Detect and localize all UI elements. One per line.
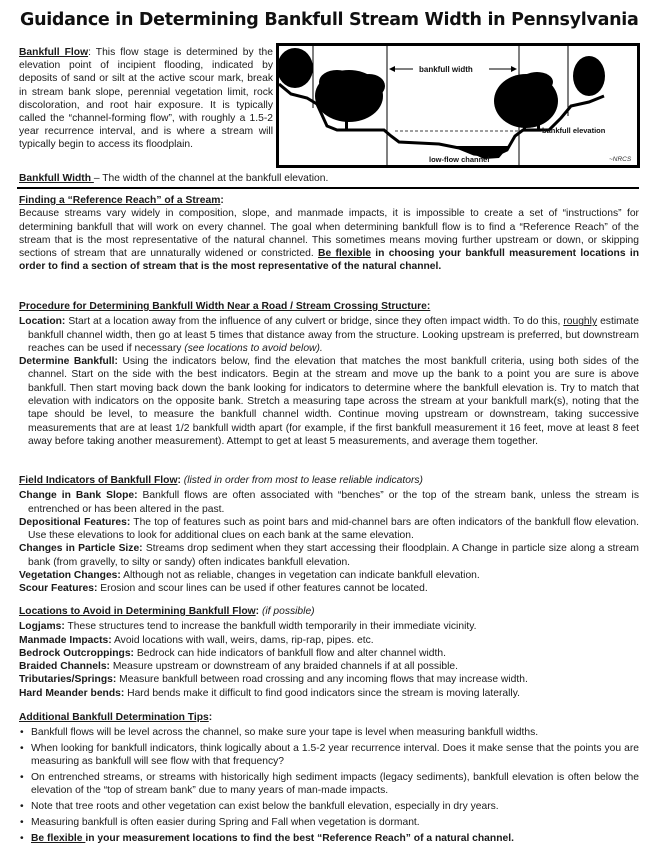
avoid-label: Hard Meander bends: (19, 687, 125, 699)
determine-bankfull-text: Using the indicators below, find the elevation that matches the most bankfull criteria, using both sides of the channel. Start on the side with the best indicators. Begin at the stream and move up the bank to a point you are sure is above bankfull. Then start moving back down the bank looking for indicators to determine where the bankfull elevation is. Try to match that elevation with indicators on the opposite bank. Stretch a measuring tape across the stream at your bankfull mark(s), noting that the tape should be level, to measure the bankfull channel width. Continue moving upstream or downstream, taking successive measurements that are at least 1/2 bankfull width apart (for example, if the first bankfull measurement it 16 feet, move at least 8 feet away before taking another measurement). Attempt to get at least 5 measurements, and average them together. (28, 356, 639, 447)
indicator-text: Erosion and scour lines can be used if other features cannot be located. (97, 583, 428, 595)
avoid-item (19, 687, 639, 700)
location-text: Start at a location away from the influence of any culvert or bridge, since they often impact width. To do this, (65, 316, 564, 328)
bankfull-flow-definition: : This flow stage is determined by the elevation point of incipient flooding, indicated by deposits of sand or silt at the active scour mark, break in stream bank slope, perennial vegetation limit, rock discoloration, and root hair exposure. It is typically called the “channel-forming flow”, with roughly a 1.5-2 year recurrence interval, and is where a stream will typically begin to access its floodplain. (19, 47, 273, 151)
avoid-text: Measure bankfull between road crossing and any incoming flows that may increase width. (116, 674, 528, 686)
locations-to-avoid-section (19, 605, 639, 700)
location-note: (see locations to avoid below). (184, 342, 323, 354)
bankfull-flow-term: Bankfull Flow (19, 47, 89, 58)
stream-cross-section-diagram (279, 46, 637, 165)
tip-item (19, 832, 639, 845)
indicator-text: Bankfull flows are often associated with “benches” or the top of the stream bank, unless the stream is entrenched or has been altered in the past. (28, 490, 639, 515)
reference-reach-heading: Finding a “Reference Reach” of a Stream (19, 195, 221, 206)
avoid-text: Measure upstream or downstream of any braided channels if at all possible. (109, 661, 458, 673)
avoid-text: Hard bends make it difficult to find good indicators since the stream is moving laterally. (124, 687, 520, 699)
indicator-item (19, 582, 639, 595)
avoid-item (19, 647, 639, 660)
heading-colon: : (177, 475, 181, 486)
avoid-label: Logjams: (19, 621, 65, 633)
tip-item: • On entrenched streams, or streams with historically high sediment impacts (legacy sediments), bankfull elevation is often below the elevation of the “top of stream bank” due to many years of man-made impacts. (19, 771, 639, 798)
procedure-location (19, 315, 639, 355)
indicator-label: Changes in Particle Size: (19, 543, 143, 555)
indicator-item (19, 569, 639, 582)
avoid-item (19, 634, 639, 647)
page-title: Guidance in Determining Bankfull Stream Width in Pennsylvania (20, 10, 639, 30)
avoid-label: Tributaries/Springs: (19, 674, 117, 686)
indicator-text: The top of features such as point bars and mid-channel bars are often indicators of the bankfull flow elevation. Use these elevations to look for additional clues on each bank at the same elevation. (28, 516, 639, 542)
indicator-label: Scour Features: (19, 583, 98, 595)
avoid-item (19, 620, 639, 633)
indicator-label: Vegetation Changes: (19, 570, 121, 582)
avoid-text: These structures tend to increase the bankfull width temporarily in their immediate vicinity. (64, 621, 477, 633)
tip-item: • When looking for bankfull indicators, think logically about a 1.5-2 year recurrence interval. Does it make sense that the points you are measuring as bankfull will see flow with that frequency? (19, 742, 639, 769)
tips-heading: Additional Bankfull Determination Tips (19, 712, 209, 723)
be-flexible-emphasis: Be flexible (318, 248, 371, 260)
avoid-text: Bedrock can hide indicators of bankfull flow and alter channel width. (134, 647, 446, 659)
indicator-text: Streams drop sediment when they start accessing their floodplain. A Change in particle size along a stream bank (from gravelly, to silty or sandy) often indicates bankfull elevation. (28, 543, 640, 568)
section-divider (17, 187, 639, 189)
determine-bankfull-label: Determine Bankfull: (19, 356, 118, 368)
indicator-item (19, 516, 639, 543)
avoid-item (19, 660, 639, 673)
avoid-label: Bedrock Outcroppings: (19, 647, 134, 659)
heading-colon: : (208, 712, 213, 723)
indicator-text: Although not as reliable, changes in vegetation can indicate bankfull elevation. (120, 570, 480, 582)
procedure-section (19, 300, 639, 448)
tree-icon (279, 48, 605, 130)
reference-reach-body (19, 207, 639, 273)
tip-emphasis-text: in your measurement locations to find the best “Reference Reach” of a natural channel. (85, 832, 514, 844)
avoid-label: Manmade Impacts: (19, 634, 112, 646)
intro-bankfull-width (19, 172, 619, 185)
heading-colon: : (255, 606, 260, 617)
procedure-heading: Procedure for Determining Bankfull Width Near a Road / Stream Crossing Structure: (19, 301, 431, 312)
low-flow-channel-label: low-flow channel (429, 155, 490, 164)
indicator-item (19, 542, 639, 569)
avoid-item (19, 673, 639, 686)
tips-section (19, 711, 639, 848)
bankfull-width-label: bankfull width (419, 65, 473, 74)
figure-credit: ~NRCS (609, 156, 632, 163)
reference-reach-emphasis: in choosing your bankfull measurement locations in order to find a section of stream that is the most representative of the natural channel. (19, 248, 639, 273)
tip-item: • Bankfull flows will be level across the channel, so make sure your tape is level when measuring bankfull widths. (19, 726, 639, 739)
avoid-label: Braided Channels: (19, 661, 110, 673)
indicator-item (19, 489, 639, 516)
field-indicators-heading: Field Indicators of Bankfull Flow (19, 475, 178, 486)
avoid-text: Avoid locations with wall, weirs, dams, rip-rap, pipes. etc. (111, 634, 374, 646)
tip-item: • Note that tree roots and other vegetation can exist below the bankfull elevation, especially in dry years. (19, 800, 639, 813)
field-indicators-section (19, 474, 639, 596)
location-label: Location: (19, 316, 66, 328)
indicator-label: Depositional Features: (19, 516, 131, 528)
heading-colon: : (220, 195, 224, 206)
reference-reach-text: Because streams vary widely in composition, slope, and manmade impacts, it is impossible to create a set of “instructions” for determining bankfull that will work on every channel. The goal when determining bankfull flow is to find a “Reference Reach” of the stream that is the most representative of the natural channel. This sometimes means moving further upstream or down, or skipping sections of stream that are unnaturally widened or constricted. (19, 208, 639, 260)
bankfull-width-definition: – The width of the channel at the bankfull elevation. (93, 173, 329, 184)
bankfull-elevation-label: bankfull elevation (542, 126, 606, 135)
tips-list (19, 726, 639, 845)
reference-reach-section (19, 194, 639, 274)
location-text-continued: estimate bankfull channel width, then go at least 5 times that distance away from the structure. Looking upstream is preferred, but downstream reaches can be used if necessary (28, 316, 639, 354)
locations-to-avoid-heading: Locations to Avoid in Determining Bankfull Flow (19, 606, 256, 617)
roughly-emphasis: roughly (563, 316, 598, 328)
be-flexible-emphasis: Be flexible (31, 832, 86, 844)
indicator-label: Change in Bank Slope: (19, 490, 138, 502)
intro-bankfull-flow (19, 46, 273, 152)
locations-to-avoid-note: (if possible) (259, 606, 315, 617)
bankfull-width-term: Bankfull Width (19, 173, 94, 184)
stream-cross-section-figure (276, 43, 640, 168)
tip-item: • Measuring bankfull is often easier during Spring and Fall when vegetation is dormant. (19, 816, 639, 829)
procedure-determine-bankfull (19, 355, 639, 448)
field-indicators-note: (listed in order from most to lease reliable indicators) (180, 475, 423, 486)
